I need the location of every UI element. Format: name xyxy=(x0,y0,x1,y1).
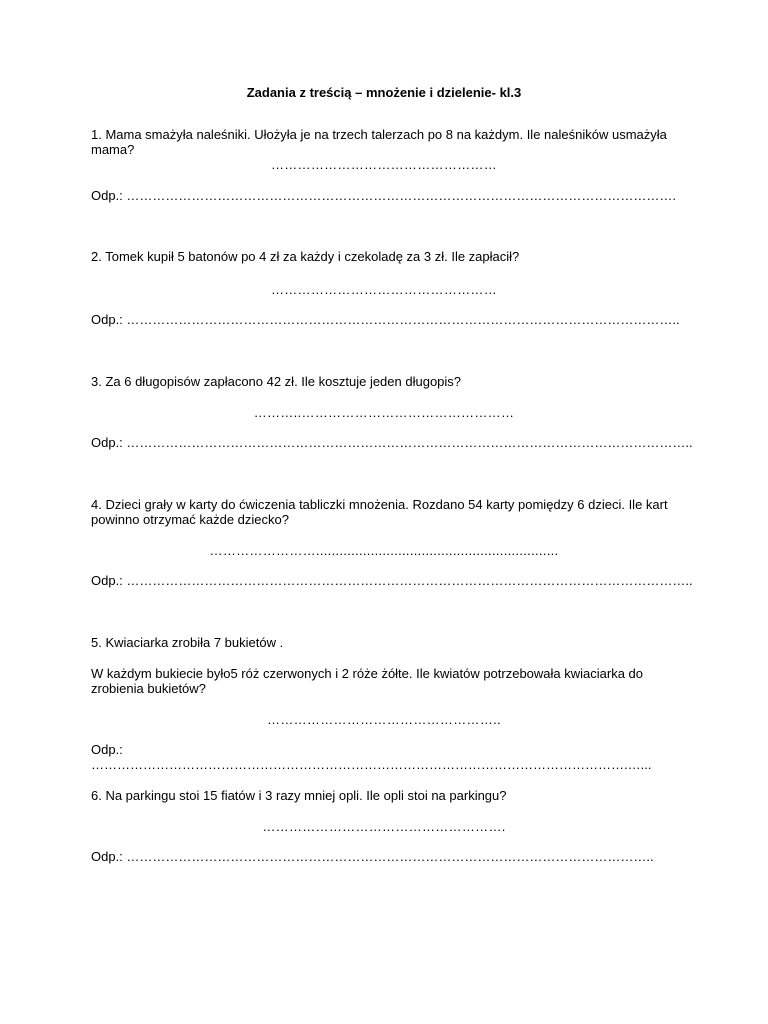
task-6-calc-line: ………………………………………………. xyxy=(262,819,506,834)
task-6-answer-line: Odp.: ………………………………………………………………………………………………………….. xyxy=(91,849,654,864)
task-4-text: 4. Dzieci grały w karty do ćwiczenia tabliczki mnożenia. Rozdano 54 karty pomiędzy 6 dzieci. Ile kart powinno otrzymać każde dziecko? xyxy=(91,497,668,527)
task-2-answer-line: Odp.: ……………………………………………………………………………………………………………….. xyxy=(91,312,680,327)
task-4-calc-line: …………………….............................................................. xyxy=(209,543,559,558)
task-1-answer-line: Odp.: ………………………………………………………………………………………………………………. xyxy=(91,188,677,203)
worksheet-title: Zadania z treścią – mnożenie i dzielenie- kl.3 xyxy=(246,85,522,100)
task-3-calc-line: ………..………………………………………… xyxy=(253,405,515,420)
task-5-text: 5. Kwiaciarka zrobiła 7 bukietów . xyxy=(91,635,284,650)
task-2-text: 2. Tomek kupił 5 batonów po 4 zł za każdy i czekoladę za 3 zł. Ile zapłacił? xyxy=(91,249,520,264)
task-3-text: 3. Za 6 długopisów zapłacono 42 zł. Ile kosztuje jeden długopis? xyxy=(91,374,462,389)
task-5-answer-line: …………………………………………………………………………………………………………….…... xyxy=(91,757,652,772)
task-6-text: 6. Na parkingu stoi 15 fiatów i 3 razy mniej opli. Ile opli stoi na parkingu? xyxy=(91,788,507,803)
task-5-answer-label: Odp.: xyxy=(91,742,123,757)
task-3-answer-line: Odp.: ………………………………………………………………………………………………………………….. xyxy=(91,435,693,450)
task-4-answer-line: Odp.: ………………………………………………………………………………………………………………….. xyxy=(91,573,693,588)
task-5-calc-line: …………………………………………….. xyxy=(267,712,501,727)
task-1-calc-line: …………………………………………… xyxy=(270,157,498,172)
task-1-text: 1. Mama smażyła naleśniki. Ułożyła je na trzech talerzach po 8 na każdym. Ile naleśników usmażyła mama? xyxy=(91,127,667,157)
task-5-text-continued: W każdym bukiecie było5 róż czerwonych i 2 róże żółte. Ile kwiatów potrzebowała kwiaciarka do zrobienia bukietów? xyxy=(91,666,644,696)
task-2-calc-line: …………………………………………… xyxy=(270,282,498,297)
